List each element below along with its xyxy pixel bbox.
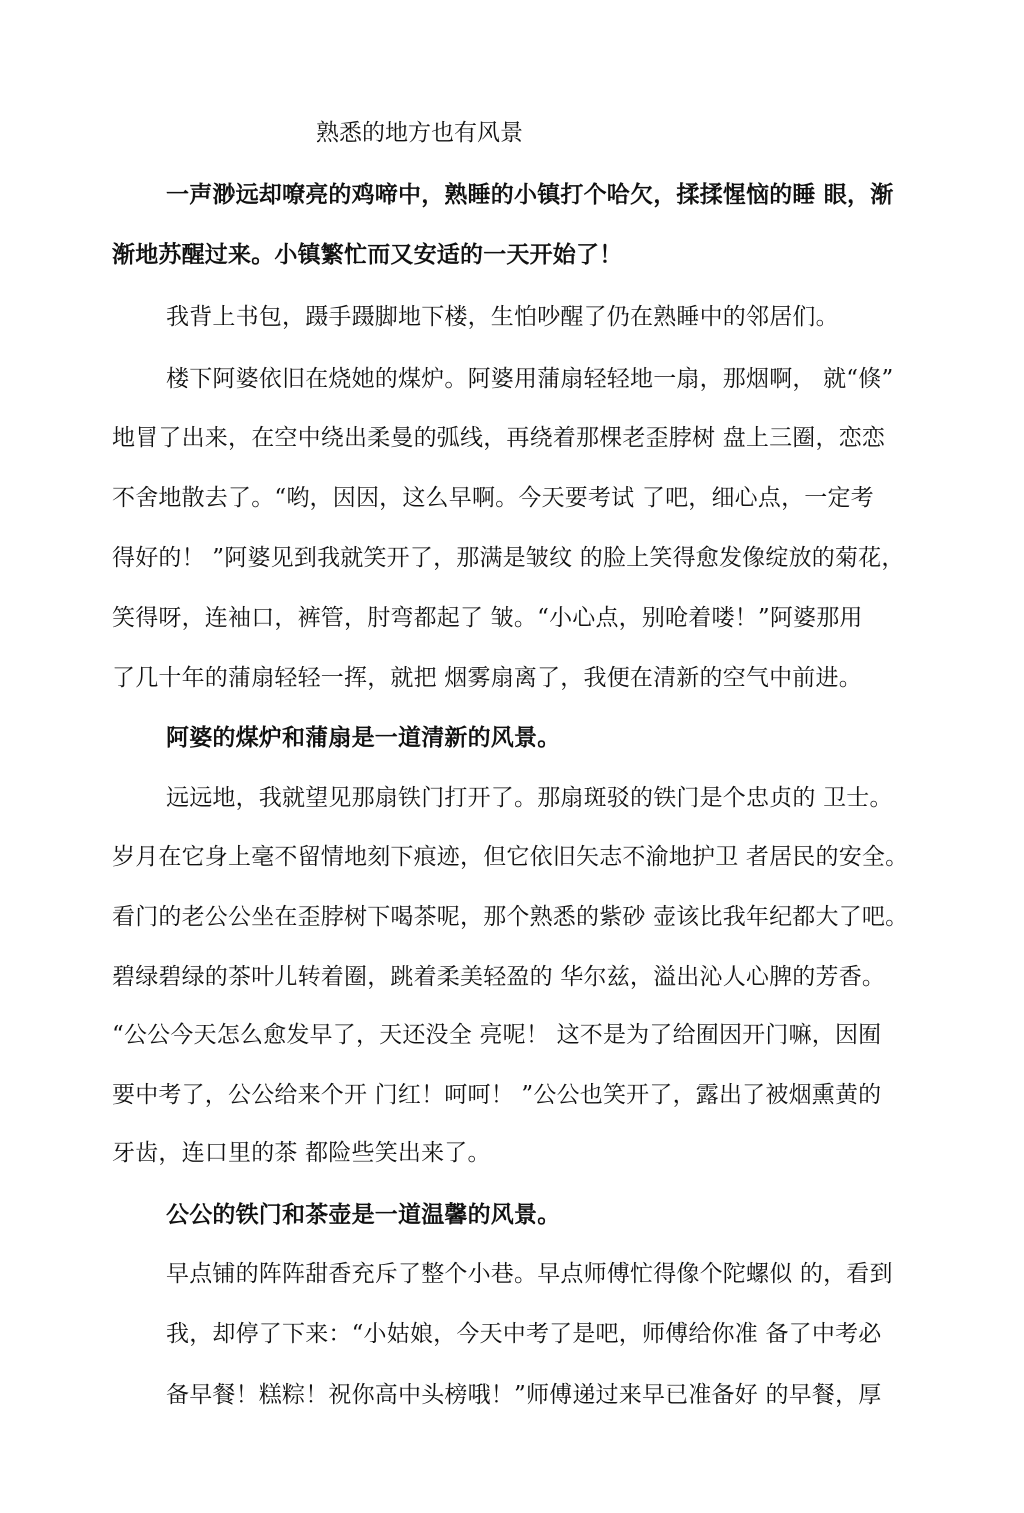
paragraph-line-8: 笑得呀，连袖口，裤管，肘弯都起了 皱。“小心点，别呛着喽！”阿婆那用	[112, 605, 863, 631]
paragraph-line-21: 备早餐！糕粽！祝你高中头榜哦！”师傅递过来早已准备好 的早餐，厚	[166, 1382, 882, 1408]
paragraph-line-18: 公公的铁门和茶壶是一道温馨的风景。	[166, 1201, 561, 1228]
paragraph-line-6: 不舍地散去了。“哟，因因，这么早啊。今天要考试 了吧，细心点，一定考	[112, 485, 874, 511]
paragraph-line-4: 楼下阿婆依旧在烧她的煤炉。阿婆用蒲扇轻轻地一扇，那烟啊， 就“倏”	[166, 366, 894, 392]
paragraph-line-2: 渐地苏醒过来。小镇繁忙而又安适的一天开始了！	[112, 241, 623, 268]
paragraph-line-1: 一声渺远却嘹亮的鸡啼中，熟睡的小镇打个哈欠，揉揉惺恼的睡 眼，渐	[166, 181, 894, 208]
paragraph-line-15: “公公今天怎么愈发早了，天还没全 亮呢！ 这不是为了给囿因开门嘛，因囿	[112, 1022, 882, 1048]
paragraph-line-13: 看门的老公公坐在歪脖树下喝茶呢，那个熟悉的紫砂 壶该比我年纪都大了吧。	[112, 904, 909, 930]
paragraph-line-9: 了几十年的蒲扇轻轻一挥，就把 烟雾扇离了，我便在清新的空气中前进。	[112, 665, 862, 691]
paragraph-line-12: 岁月在它身上毫不留情地刻下痕迹，但它依旧矢志不渝地护卫 者居民的安全。	[112, 844, 909, 870]
paragraph-line-10: 阿婆的煤炉和蒲扇是一道清新的风景。	[166, 724, 561, 751]
paragraph-line-7: 得好的！ ”阿婆见到我就笑开了，那满是皱纹 的脸上笑得愈发像绽放的菊花，	[112, 545, 905, 571]
paragraph-line-20: 我，却停了下来：“小姑娘，今天中考了是吧，师傅给你准 备了中考必	[166, 1321, 882, 1347]
paragraph-line-16: 要中考了，公公给来个开 门红！呵呵！ ”公公也笑开了，露出了被烟熏黄的	[112, 1082, 882, 1108]
document-title: 熟悉的地方也有风景	[316, 120, 523, 146]
paragraph-line-19: 早点铺的阵阵甜香充斥了整个小巷。早点师傅忙得像个陀螺似 的，看到	[166, 1261, 893, 1287]
paragraph-line-5: 地冒了出来，在空中绕出柔曼的弧线，再绕着那棵老歪脖树 盘上三圈，恋恋	[112, 425, 886, 451]
paragraph-line-14: 碧绿碧绿的茶叶儿转着圈，跳着柔美轻盈的 华尔兹，溢出沁人心脾的芳香。	[112, 964, 886, 990]
paragraph-line-17: 牙齿，连口里的茶 都险些笑出来了。	[112, 1140, 491, 1166]
paragraph-line-3: 我背上书包，蹑手蹑脚地下楼，生怕吵醒了仍在熟睡中的邻居们。	[166, 304, 839, 330]
paragraph-line-11: 远远地，我就望见那扇铁门打开了。那扇斑驳的铁门是个忠贞的 卫士。	[166, 785, 893, 811]
